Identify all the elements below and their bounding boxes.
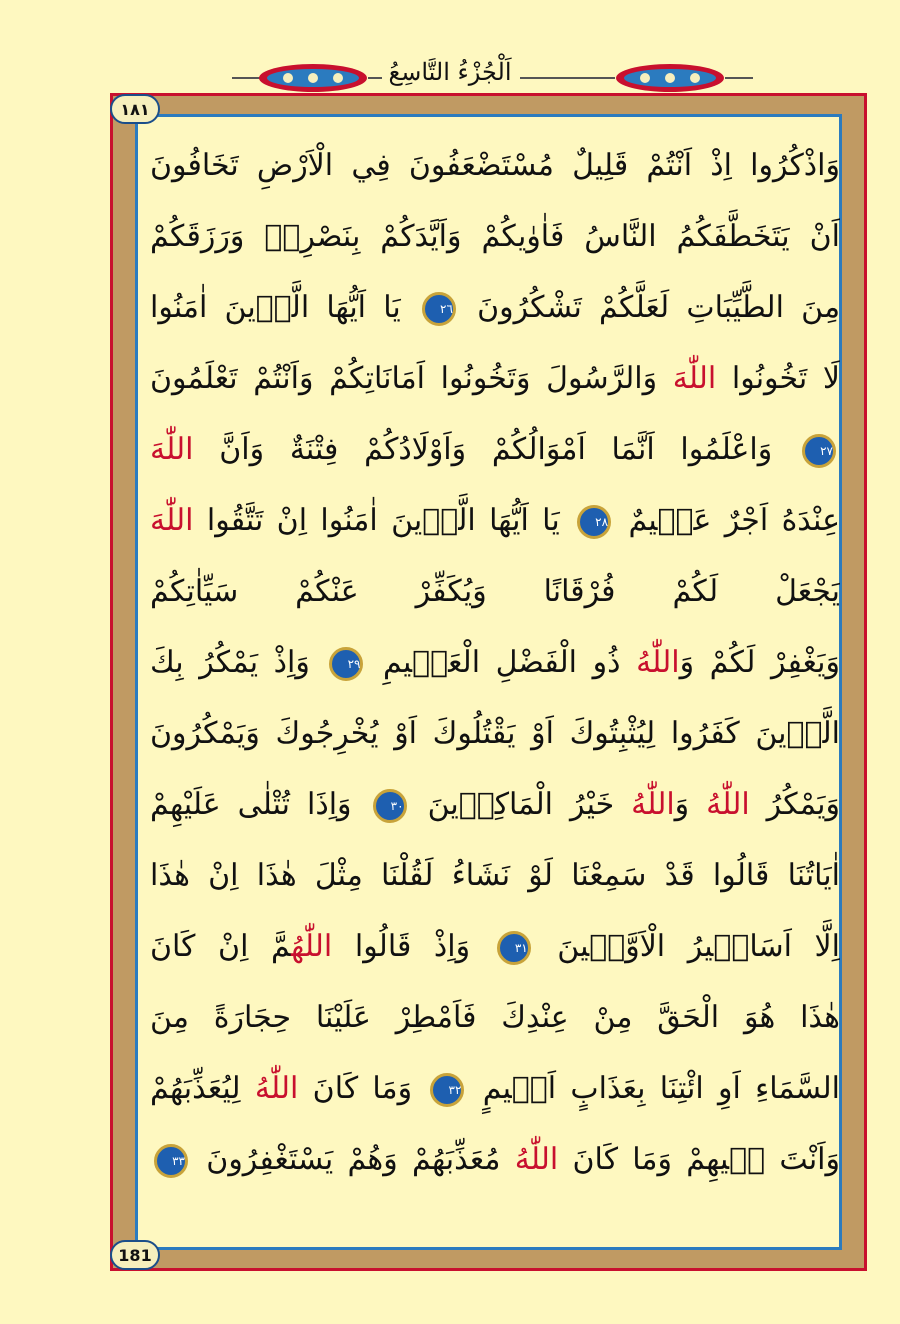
- ayah-number-marker: ٢٨: [577, 505, 611, 539]
- ayah-number-marker: ٢٦: [422, 292, 456, 326]
- text-line: اَنْ يَتَخَطَّفَكُمُ النَّاسُ فَاٰوٰيكُمْ وَاَيَّدَكُمْ بِنَصْرِهٖ وَرَزَقَكُمْ: [150, 219, 840, 254]
- ayah-number-marker: ٢٧: [802, 434, 836, 468]
- divine-name: اللّٰهُ: [706, 787, 750, 822]
- page-header: [0, 44, 900, 100]
- text-line: لَا تَخُونُوا اللّٰهَ وَالرَّسُولَ وَتَخُونُوا اَمَانَاتِكُمْ وَاَنْتُمْ تَعْلَمُونَ: [150, 361, 840, 396]
- ayah-number-marker: ٣٢: [430, 1073, 464, 1107]
- text-line: يَجْعَلْ لَكُمْ فُرْقَانًا وَيُكَفِّرْ عَنْكُمْ سَيِّاٰتِكُمْ: [150, 574, 840, 609]
- text-line: وَيَغْفِرْ لَكُمْ وَاللّٰهُ ذُو الْفَضْلِ الْعَظٖيمِ ٢٩ وَاِذْ يَمْكُرُ بِكَ: [150, 645, 840, 680]
- text-line: عِنْدَهُ اَجْرٌ عَظٖيمٌ ٢٨ يَا اَيُّهَا الَّذٖينَ اٰمَنُوا اِنْ تَتَّقُوا اللّٰهَ: [150, 503, 840, 538]
- page-number-latin: 181: [110, 1240, 160, 1270]
- quran-text: [150, 135, 840, 1200]
- text-line: هٰذَا هُوَ الْحَقَّ مِنْ عِنْدِكَ فَاَمْطِرْ عَلَيْنَا حِجَارَةً مِنَ: [150, 1000, 840, 1035]
- divine-name: اللّٰهُ: [514, 1142, 559, 1177]
- text-line: اِلَّا اَسَاطٖيرُ الْاَوَّلٖينَ ٣١ وَاِذْ قَالُوا اللّٰهُمَّ اِنْ كَانَ: [150, 929, 840, 964]
- ornament-left-icon: [258, 60, 368, 96]
- text-line: وَاذْكُرُوا اِذْ اَنْتُمْ قَلِيلٌ مُسْتَضْعَفُونَ فِي الْاَرْضِ تَخَافُونَ: [150, 148, 840, 183]
- divine-name: اللّٰهُ: [254, 1071, 299, 1106]
- ornament-right-icon: [615, 60, 725, 96]
- text-line: مِنَ الطَّيِّبَاتِ لَعَلَّكُمْ تَشْكُرُونَ ٢٦ يَا اَيُّهَا الَّذٖينَ اٰمَنُوا: [150, 290, 840, 325]
- divine-name: اللّٰهَ: [150, 503, 194, 538]
- text-line: وَاَنْتَ فٖيهِمْ وَمَا كَانَ اللّٰهُ مُعَذِّبَهُمْ وَهُمْ يَسْتَغْفِرُونَ ٣٣: [150, 1129, 840, 1200]
- divine-name: اللّٰهَ: [672, 361, 717, 396]
- ayah-number-marker: ٣٣: [154, 1144, 188, 1178]
- text-line: ٢٧ وَاعْلَمُوا اَنَّمَا اَمْوَالُكُمْ وَاَوْلَادُكُمْ فِتْنَةٌ وَاَنَّ اللّٰهَ: [150, 419, 840, 490]
- header-rule-right: [725, 77, 753, 79]
- ayah-number-marker: ٣٠: [373, 789, 407, 823]
- ayah-number-marker: ٣١: [497, 931, 531, 965]
- divine-name: اللّٰهُ: [636, 645, 680, 680]
- ayah-number-marker: ٢٩: [329, 647, 363, 681]
- header-rule-center-right: [520, 77, 615, 79]
- text-line: الَّذٖينَ كَفَرُوا لِيُثْبِتُوكَ اَوْ يَقْتُلُوكَ اَوْ يُخْرِجُوكَ وَيَمْكُرُونَ: [150, 716, 840, 751]
- juz-title: اَلْجُزْءُ التَّاسِعُ: [388, 58, 512, 86]
- page-number-arabic: ١٨١: [110, 94, 160, 124]
- divine-name: اللّٰهُ: [631, 787, 675, 822]
- text-line: السَّمَاءِ اَوِ ائْتِنَا بِعَذَابٍ اَلٖيمٍ ٣٢ وَمَا كَانَ اللّٰهُ لِيُعَذِّبَهُمْ: [150, 1071, 840, 1106]
- divine-name: اللّٰهُ: [291, 929, 333, 964]
- text-line: وَيَمْكُرُ اللّٰهُ وَاللّٰهُ خَيْرُ الْمَاكِرٖينَ ٣٠ وَاِذَا تُتْلٰى عَلَيْهِمْ: [150, 787, 840, 822]
- divine-name: اللّٰهَ: [150, 432, 194, 467]
- text-line: اٰيَاتُنَا قَالُوا قَدْ سَمِعْنَا لَوْ نَشَاءُ لَقُلْنَا مِثْلَ هٰذَا اِنْ هٰذَا: [150, 858, 840, 893]
